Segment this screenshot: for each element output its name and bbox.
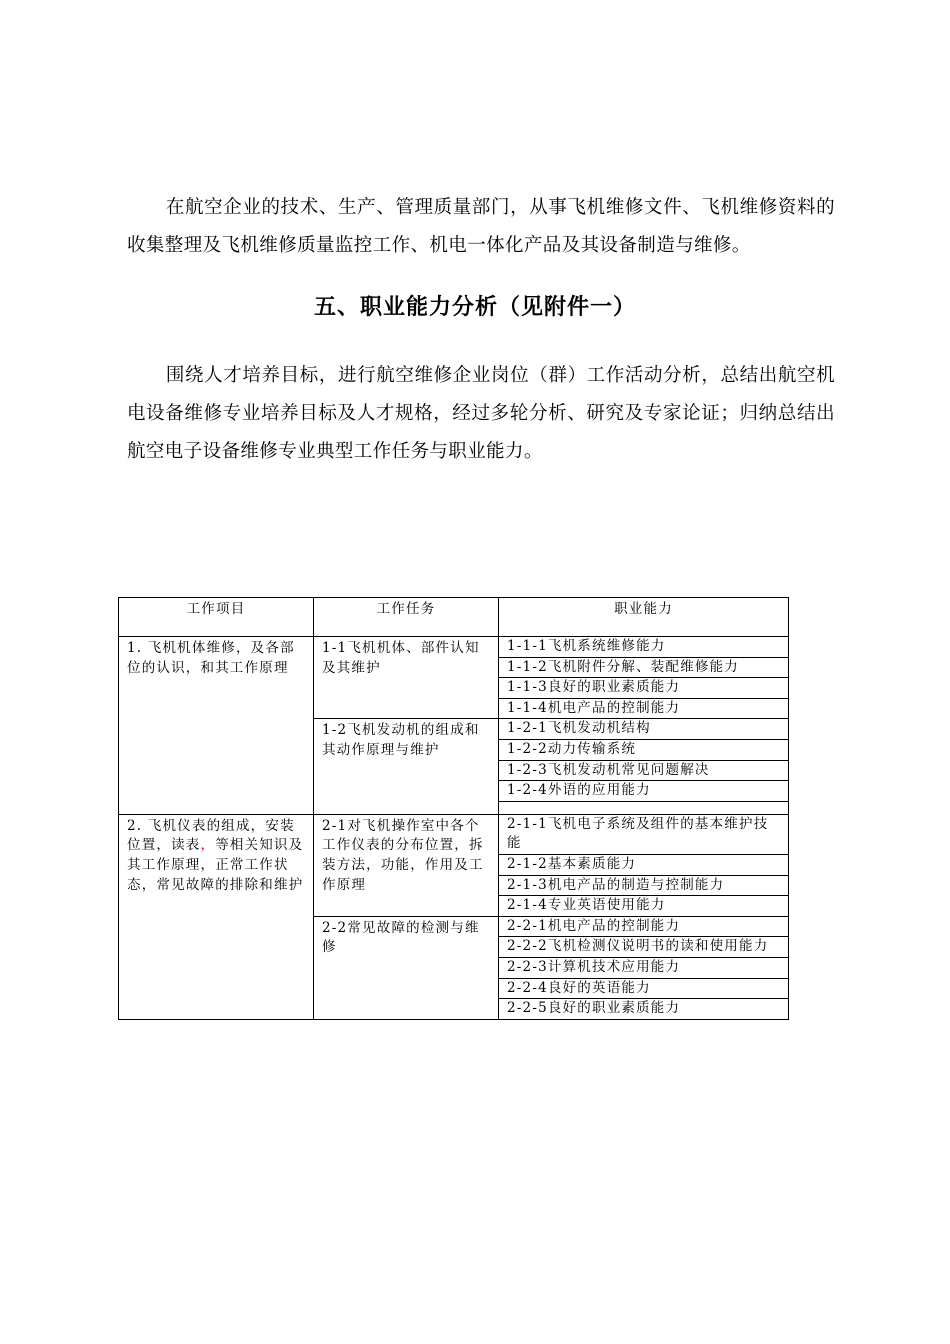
ability-cell: 1-1-4机电产品的控制能力 [499,698,789,719]
task-cell [314,719,499,814]
paragraph-analysis: 围绕人才培养目标，进行航空维修企业岗位（群）工作活动分析，总结出航空机电设备维修专业培养目标及人才规格，经过多轮分析、研究及专家论证；归纳总结出航空电子设备维修专业典型工作任务与职业能力。 [127,365,835,462]
project-text-part: 等相关知识及其工作原理，正常工作状态，常见故障的排除和维护 [127,837,304,893]
task-text: 2-1对飞机操作室中各个工作仪表的分布位置，拆装方法，功能，作用及工作原理 [322,817,484,893]
header-ability: 职业能力 [499,598,789,637]
ability-cell: 2-2-4良好的英语能力 [499,978,789,999]
table-row [119,814,789,854]
ability-spacer [499,801,789,814]
ability-cell: 2-2-3计算机技术应用能力 [499,957,789,978]
task-text: 2-2常见故障的检测与维修 [322,919,480,956]
header-task: 工作任务 [314,598,499,637]
ability-cell: 1-2-2动力传输系统 [499,739,789,760]
section-heading: 五、职业能力分析（见附件一） [313,295,636,320]
task-cell [314,916,499,1019]
task-cell [314,637,499,719]
ability-cell: 1-1-3良好的职业素质能力 [499,678,789,699]
ability-cell: 2-1-1飞机电子系统及组件的基本维护技能 [499,814,789,854]
project-text-highlight: ， [200,837,216,854]
ability-cell: 1-1-2飞机附件分解、装配维修能力 [499,657,789,678]
ability-cell: 2-2-2飞机检测仪说明书的读和使用能力 [499,937,789,958]
ability-cell: 2-1-4专业英语使用能力 [499,896,789,917]
ability-cell: 1-2-3飞机发动机常见问题解决 [499,760,789,781]
task-text: 1-2飞机发动机的组成和其动作原理与维护 [322,722,480,758]
ability-cell: 2-1-2基本素质能力 [499,854,789,875]
ability-cell: 2-2-5良好的职业素质能力 [499,999,789,1020]
task-text: 1-1飞机机体、部件认知及其维护 [322,640,480,676]
ability-cell: 2-2-1机电产品的控制能力 [499,916,789,937]
ability-cell: 1-1-1飞机系统维修能力 [499,637,789,658]
task-cell [314,814,499,916]
paragraph-employment: 在航空企业的技术、生产、管理质量部门，从事飞机维修文件、飞机维修资料的收集整理及飞机维修质量监控工作、机电一体化产品及其设备制造与维修。 [127,197,835,256]
ability-cell: 1-2-1飞机发动机结构 [499,719,789,740]
project-cell [119,814,314,1019]
project-text [120,816,312,896]
table-header-row [119,598,789,637]
ability-cell: 2-1-3机电产品的制造与控制能力 [499,875,789,896]
header-project: 工作项目 [119,598,314,637]
ability-cell: 1-2-4外语的应用能力 [499,781,789,802]
ability-table [118,597,789,1020]
project-text: 1. 飞机机体维修，及各部位的认识，和其工作原理 [127,640,295,676]
table-row [119,637,789,658]
project-cell [119,637,314,815]
project-text-part: 2. 飞机仪表的组成，安装位置，读表 [127,817,295,854]
